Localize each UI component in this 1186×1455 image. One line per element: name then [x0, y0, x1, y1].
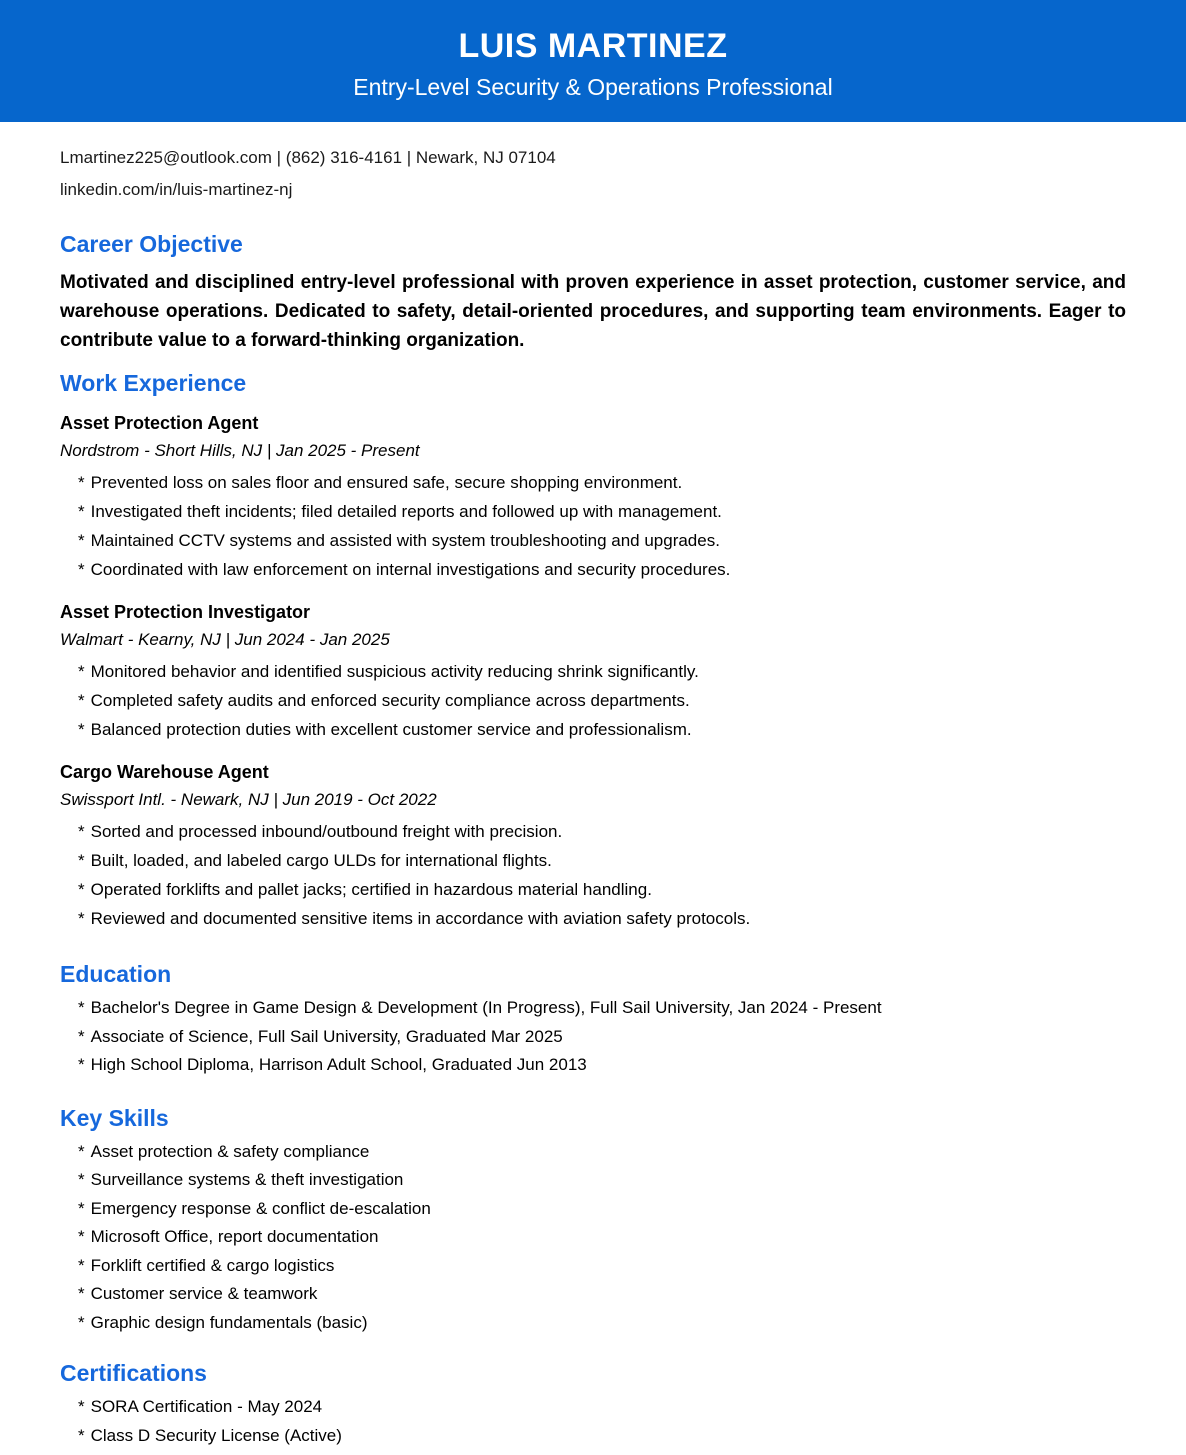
list-item	[60, 657, 1126, 686]
bullet-marker: *	[78, 851, 85, 870]
list-item	[60, 817, 1126, 846]
certifications-list	[60, 1387, 1126, 1450]
bullet-marker: *	[78, 502, 85, 521]
list-item	[60, 555, 1126, 584]
section-heading-key-skills: Key Skills	[60, 1104, 169, 1131]
list-item-text: Sorted and processed inbound/outbound freight with precision.	[90, 822, 563, 841]
list-item-text: Prevented loss on sales floor and ensured safe, secure shopping environment.	[90, 473, 683, 492]
list-item	[60, 1051, 1126, 1080]
bullet-marker: *	[78, 1055, 85, 1074]
list-item	[60, 497, 1126, 526]
section-heading-career-objective: Career Objective	[60, 231, 243, 257]
bullet-marker: *	[78, 1397, 85, 1416]
list-item-text: Associate of Science, Full Sail University, Graduated Mar 2025	[90, 1026, 563, 1046]
list-item-text: Operated forklifts and pallet jacks; certified in hazardous material handling.	[90, 880, 652, 899]
job-employer-dates: Nordstrom - Short Hills, NJ | Jan 2025 - Present	[60, 441, 420, 460]
bullet-marker: *	[78, 560, 85, 579]
list-item	[60, 1195, 1126, 1224]
bullet-marker: *	[78, 1198, 85, 1218]
list-item	[60, 904, 1126, 933]
list-item	[60, 1252, 1126, 1281]
bullet-marker: *	[78, 1284, 85, 1303]
list-item	[60, 994, 1126, 1023]
section-heading-work-experience: Work Experience	[60, 370, 247, 396]
list-item-text: Customer service & teamwork	[90, 1284, 318, 1303]
bullet-marker: *	[78, 1255, 85, 1275]
bullet-marker: *	[78, 691, 85, 710]
bullet-marker: *	[78, 1141, 85, 1161]
bullet-marker: *	[78, 1312, 85, 1332]
list-item	[60, 526, 1126, 555]
list-item	[60, 1166, 1126, 1195]
job-employer-dates: Walmart - Kearny, NJ | Jun 2024 - Jan 2025	[60, 630, 390, 649]
list-item-text: Microsoft Office, report documentation	[90, 1227, 379, 1246]
list-item-text: Surveillance systems & theft investigation	[90, 1170, 404, 1189]
resume-header-banner	[0, 0, 1186, 122]
job-bullet-list	[60, 652, 1126, 744]
job-bullet-list	[60, 812, 1126, 933]
list-item	[60, 875, 1126, 904]
education-list	[60, 988, 1126, 1080]
list-item	[60, 1138, 1126, 1167]
job-title: Cargo Warehouse Agent	[60, 762, 269, 782]
job-employer-dates: Swissport Intl. - Newark, NJ | Jun 2019 - Oct 2022	[60, 790, 437, 809]
bullet-marker: *	[78, 998, 85, 1017]
bullet-marker: *	[78, 720, 85, 739]
list-item-text: Investigated theft incidents; filed detailed reports and followed up with management.	[90, 502, 722, 521]
list-item-text: Emergency response & conflict de-escalation	[90, 1198, 431, 1218]
list-item-text: Graphic design fundamentals (basic)	[90, 1312, 368, 1332]
list-item	[60, 1223, 1126, 1252]
list-item	[60, 1393, 1126, 1422]
bullet-marker: *	[78, 662, 85, 681]
work-experience-entry	[60, 584, 1126, 744]
candidate-headline: Entry-Level Security & Operations Professional	[353, 74, 833, 100]
list-item-text: Asset protection & safety compliance	[90, 1141, 370, 1161]
bullet-marker: *	[78, 1170, 85, 1189]
list-item-text: Balanced protection duties with excellent customer service and professionalism.	[90, 720, 692, 739]
job-bullet-list	[60, 463, 1126, 584]
list-item	[60, 1309, 1126, 1338]
list-item	[60, 1023, 1126, 1052]
bullet-marker: *	[78, 880, 85, 899]
job-title: Asset Protection Agent	[60, 413, 259, 433]
candidate-name: LUIS MARTINEZ	[458, 27, 728, 65]
list-item-text: SORA Certification - May 2024	[90, 1397, 323, 1416]
list-item-text: Monitored behavior and identified suspicious activity reducing shrink significantly.	[90, 662, 699, 681]
contact-line-linkedin: linkedin.com/in/luis-martinez-nj	[60, 180, 293, 199]
list-item	[60, 1280, 1126, 1309]
list-item-text: Coordinated with law enforcement on internal investigations and security procedures.	[90, 560, 731, 579]
list-item-text: Completed safety audits and enforced security compliance across departments.	[90, 691, 690, 710]
list-item-text: Reviewed and documented sensitive items in accordance with aviation safety protocols.	[90, 909, 751, 928]
bullet-marker: *	[78, 1425, 85, 1445]
bullet-marker: *	[78, 1026, 85, 1046]
list-item	[60, 686, 1126, 715]
bullet-marker: *	[78, 531, 85, 550]
list-item-text: Bachelor's Degree in Game Design & Development (In Progress), Full Sail University, Jan 2024 - Present	[90, 998, 882, 1017]
resume-body	[0, 122, 1186, 1450]
list-item-text: Class D Security License (Active)	[90, 1425, 342, 1445]
list-item	[60, 846, 1126, 875]
list-item-text: Maintained CCTV systems and assisted with system troubleshooting and upgrades.	[90, 531, 720, 550]
list-item-text: Forklift certified & cargo logistics	[90, 1255, 335, 1275]
key-skills-list	[60, 1132, 1126, 1338]
bullet-marker: *	[78, 1227, 85, 1246]
work-experience-entry	[60, 397, 1126, 584]
section-heading-certifications: Certifications	[60, 1360, 207, 1386]
list-item-text: Built, loaded, and labeled cargo ULDs for international flights.	[90, 851, 552, 870]
list-item	[60, 468, 1126, 497]
list-item	[60, 1422, 1126, 1451]
bullet-marker: *	[78, 822, 85, 841]
list-item-text: High School Diploma, Harrison Adult School, Graduated Jun 2013	[90, 1055, 587, 1074]
work-experience-entry	[60, 744, 1126, 933]
bullet-marker: *	[78, 473, 85, 492]
list-item	[60, 715, 1126, 744]
career-objective-text: Motivated and disciplined entry-level professional with proven experience in asset protection, customer service, and warehouse operations. Dedicated to safety, detail-oriented procedures, and supporting team environments. Eager to contribute value to a forward-thinking organization.	[60, 272, 1126, 351]
section-heading-education: Education	[60, 961, 172, 987]
bullet-marker: *	[78, 909, 85, 928]
job-title: Asset Protection Investigator	[60, 602, 311, 622]
contact-line-primary: Lmartinez225@outlook.com | (862) 316-4161 | Newark, NJ 07104	[60, 148, 556, 167]
